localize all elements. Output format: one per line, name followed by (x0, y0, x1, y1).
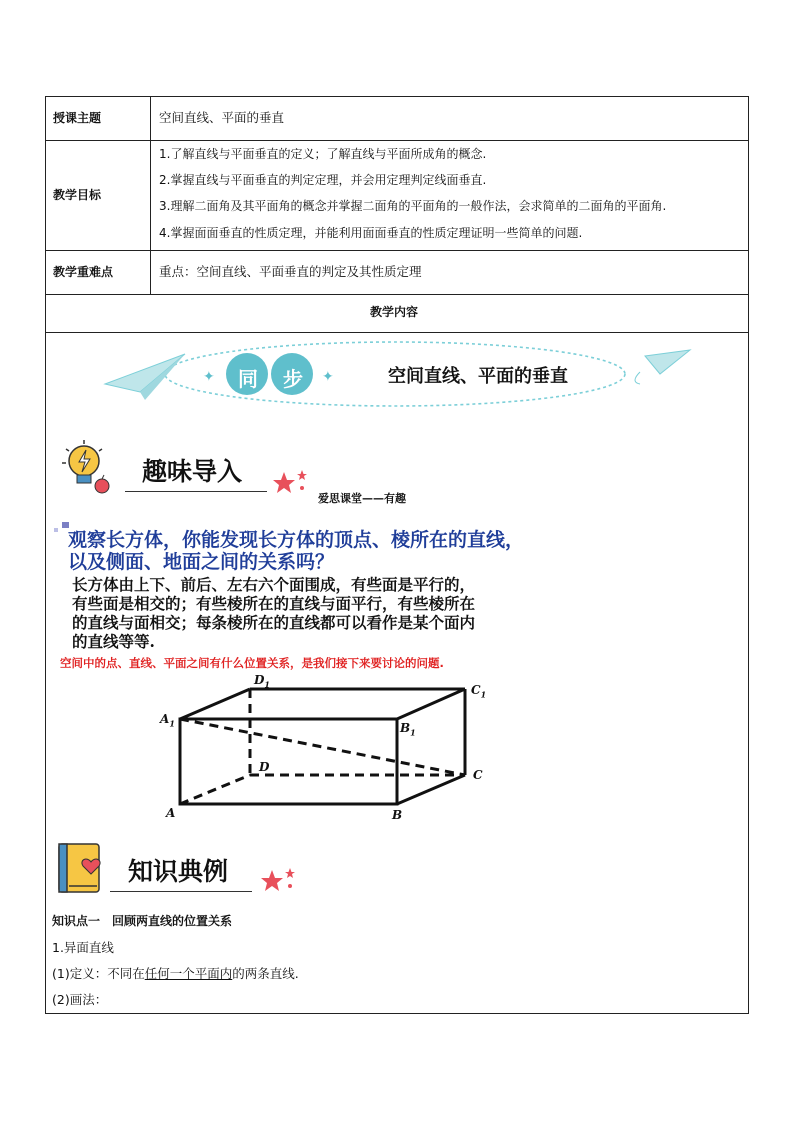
intro-heading: 趣味导入 (142, 457, 243, 486)
vertex-label-b: B (392, 808, 403, 822)
banner-char: 步 (283, 367, 303, 391)
vertex-label-d: D (259, 760, 270, 774)
star-decoration-icon (272, 468, 312, 496)
vertex-label-b1: $B_1$ (400, 721, 416, 738)
paper-plane-icon (635, 350, 690, 384)
goal-item: 3.理解二面角及其平面角的概念并掌握二面角的平面角的一般作法，会求简单的二面角的平面角. (159, 199, 667, 213)
topic-label: 授课主题 (53, 111, 102, 125)
definition-line: (1)定义：不同在任何一个平面内的两条直线. (52, 966, 299, 981)
table-divider (45, 294, 749, 295)
heading-underline (125, 491, 267, 492)
table-divider (45, 332, 749, 333)
intro-answer-line: 长方体由上下、前后、左右六个面围成，有些面是平行的， (72, 575, 476, 594)
intro-answer-line: 有些面是相交的；有些棱所在的直线与面平行，有些棱所在 (72, 594, 476, 613)
svg-text:✦: ✦ (203, 369, 215, 385)
vertex-label-c: C (473, 768, 483, 782)
goal-item: 1.了解直线与平面垂直的定义；了解直线与平面所成角的概念. (159, 147, 487, 161)
banner-title: 空间直线、平面的垂直 (388, 366, 568, 387)
goals-label: 教学目标 (53, 188, 102, 202)
vertex-label-a: A (166, 806, 176, 820)
knowledge-heading: 知识典例 (128, 857, 229, 886)
intro-answer-line: 的直线等等. (72, 632, 155, 651)
red-note: 空间中的点、直线、平面之间有什么位置关系，是我们接下来要讨论的问题. (60, 656, 444, 670)
goal-item: 2.掌握直线与平面垂直的判定定理，并会用定理判定线面垂直. (159, 173, 487, 187)
knowledge-item: 1.异面直线 (52, 940, 114, 955)
vertex-label-d1: $D_1$ (254, 673, 270, 690)
cuboid-figure (150, 672, 500, 827)
goal-item: 4.掌握面面垂直的性质定理，并能利用面面垂直的性质定理证明一些简单的问题. (159, 226, 583, 240)
book-heart-icon (55, 840, 110, 898)
intro-answer-line: 的直线与面相交；每条棱所在的直线都可以看作是某个面内 (72, 613, 476, 632)
knowledge-item: (2)画法： (52, 992, 108, 1007)
intro-question: 观察长方体，你能发现长方体的顶点、棱所在的直线， (68, 529, 525, 551)
star-decoration-icon (260, 866, 300, 894)
svg-text:✦: ✦ (322, 369, 334, 385)
knowledge-point-title: 知识点一 回顾两直线的位置关系 (52, 914, 233, 928)
topic-value: 空间直线、平面的垂直 (159, 110, 285, 125)
heading-underline (110, 891, 252, 892)
banner-char: 同 (238, 367, 258, 391)
key-value: 重点：空间直线、平面垂直的判定及其性质定理 (159, 264, 422, 279)
intro-tagline: 爱思课堂——有趣 (318, 492, 406, 505)
vertex-label-a1: $A_1$ (160, 712, 175, 729)
key-label: 教学重难点 (53, 265, 114, 279)
intro-question: 以及侧面、地面之间的关系吗？ (68, 551, 335, 573)
table-column-divider (150, 96, 151, 294)
paper-plane-icon (105, 354, 185, 400)
vertex-label-c1: $C_1$ (471, 683, 487, 700)
lightbulb-icon (60, 437, 120, 497)
content-header: 教学内容 (370, 305, 419, 319)
